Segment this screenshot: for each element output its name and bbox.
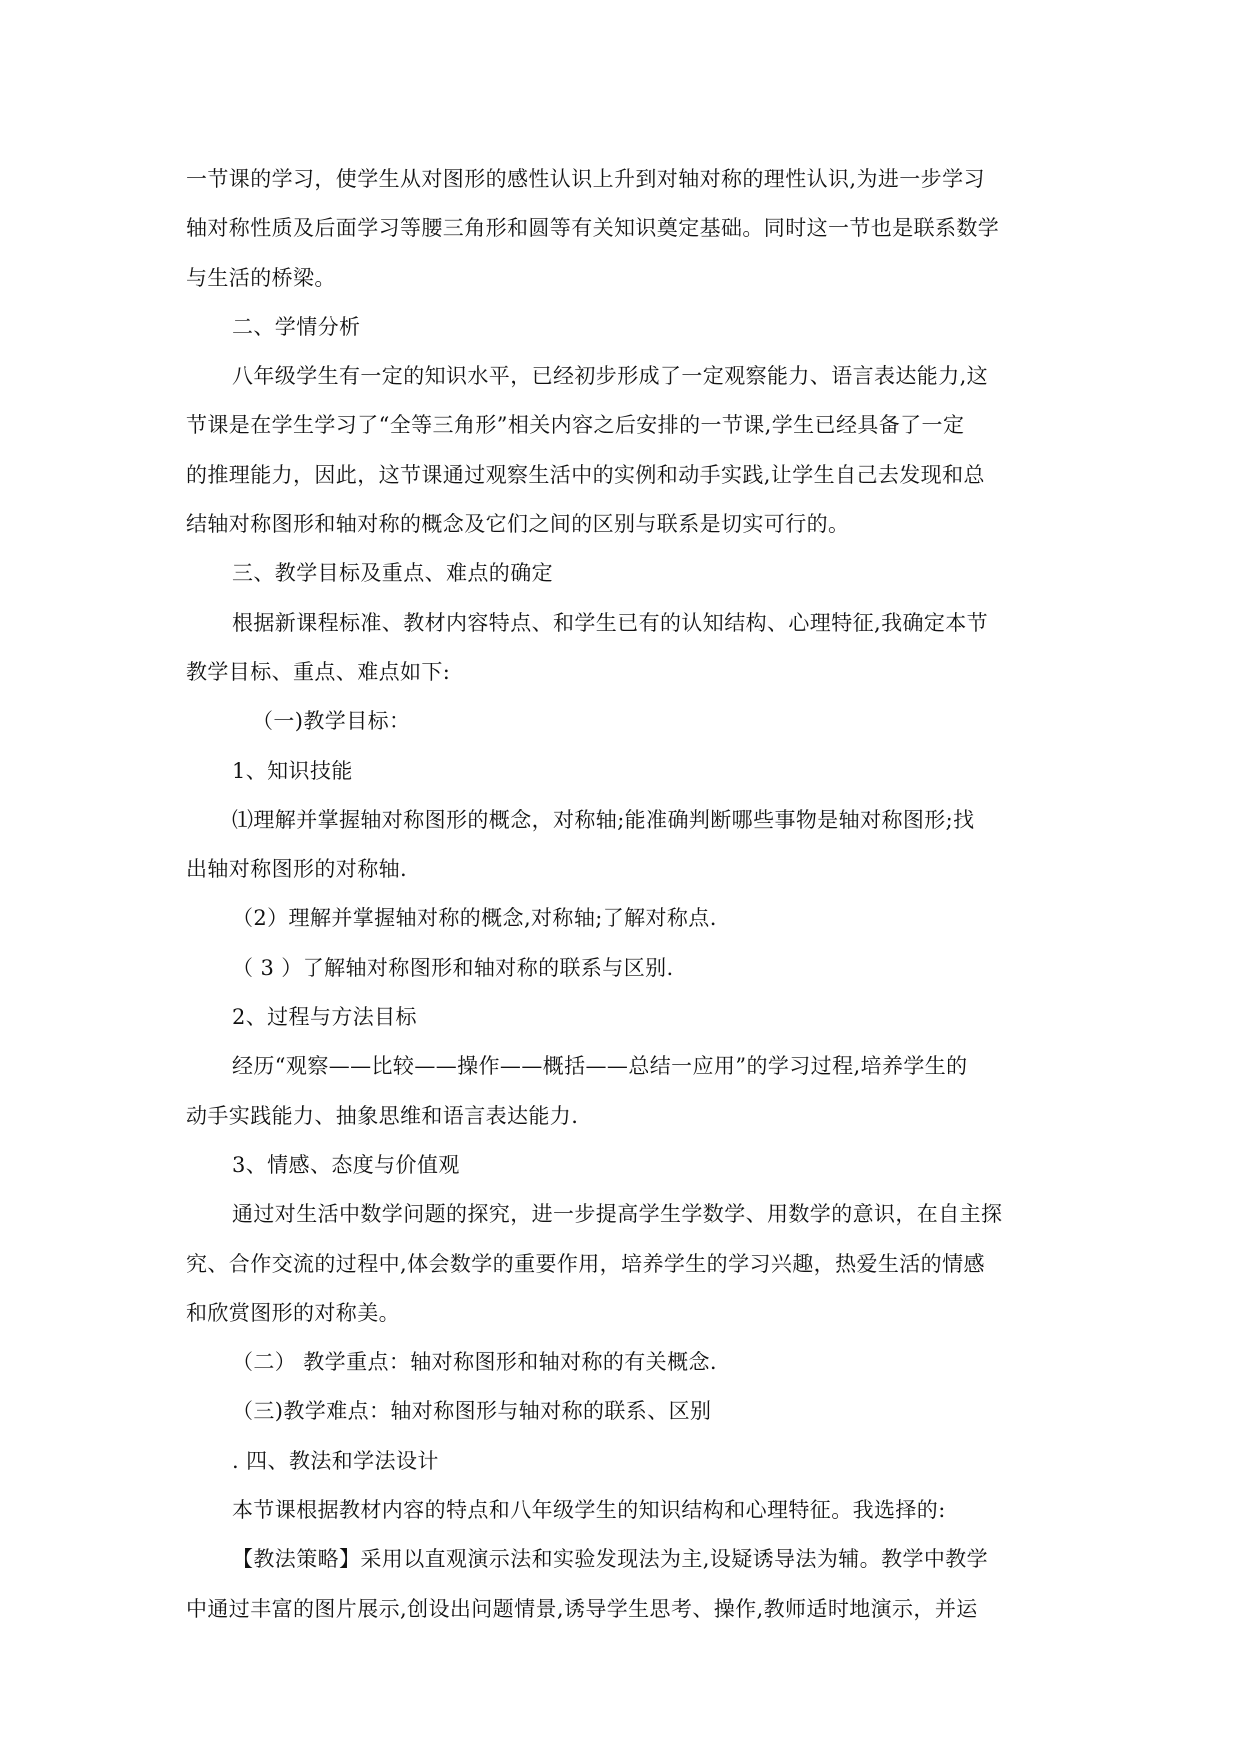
list-item: 出轴对称图形的对称轴. xyxy=(186,857,408,882)
paragraph-line: 本节课根据教材内容的特点和八年级学生的知识结构和心理特征。我选择的: xyxy=(232,1498,946,1523)
subsection-heading: （三)教学难点：轴对称图形与轴对称的联系、区别 xyxy=(232,1399,712,1424)
list-item: （ 3 ）了解轴对称图形和轴对称的联系与区别. xyxy=(232,955,674,980)
list-item: ⑴理解并掌握轴对称图形的概念，对称轴;能准确判断哪些事物是轴对称图形;找 xyxy=(232,807,975,832)
paragraph-line: 通过对生活中数学问题的探究，进一步提高学生学数学、用数学的意识，在自主探 xyxy=(232,1202,1003,1227)
document-body xyxy=(186,155,1056,1634)
section-heading: . 四、教法和学法设计 xyxy=(232,1448,439,1473)
paragraph-line: 轴对称性质及后面学习等腰三角形和圆等有关知识奠定基础。同时这一节也是联系数学 xyxy=(186,216,1000,241)
subsection-heading: （二） 教学重点：轴对称图形和轴对称的有关概念. xyxy=(232,1350,717,1375)
paragraph-line: 八年级学生有一定的知识水平，已经初步形成了一定观察能力、语言表达能力,这 xyxy=(232,364,989,389)
paragraph-line: 【教法策略】采用以直观演示法和实验发现法为主,设疑诱导法为辅。教学中教学 xyxy=(232,1547,989,1572)
paragraph-line: 一节课的学习，使学生从对图形的感性认识上升到对轴对称的理性认识,为进一步学习 xyxy=(186,167,985,191)
subsection-heading: 3、情感、态度与价值观 xyxy=(232,1152,460,1177)
paragraph-line: 与生活的桥梁。 xyxy=(186,265,336,290)
paragraph-line: 和欣赏图形的对称美。 xyxy=(186,1300,400,1325)
subsection-heading: 2、过程与方法目标 xyxy=(232,1005,417,1030)
paragraph-line: 节课是在学生学习了“全等三角形”相关内容之后安排的一节课,学生已经具备了一定 xyxy=(186,413,965,438)
subsection-heading: 1、知识技能 xyxy=(232,758,353,783)
paragraph-line: 教学目标、重点、难点如下: xyxy=(186,659,451,684)
paragraph-line: 究、合作交流的过程中,体会数学的重要作用，培养学生的学习兴趣，热爱生活的情感 xyxy=(186,1251,985,1276)
section-heading: 二、学情分析 xyxy=(232,314,361,339)
paragraph-line: 结轴对称图形和轴对称的概念及它们之间的区别与联系是切实可行的。 xyxy=(186,512,850,537)
paragraph-line: 经历“观察——比较——操作——概括——总结一应用”的学习过程,培养学生的 xyxy=(232,1054,968,1079)
section-heading: 三、教学目标及重点、难点的确定 xyxy=(232,561,553,586)
paragraph-line: 中通过丰富的图片展示,创设出问题情景,诱导学生思考、操作,教师适时地演示，并运 xyxy=(186,1596,978,1621)
subsection-heading: （一)教学目标： xyxy=(252,709,411,734)
paragraph-line: 动手实践能力、抽象思维和语言表达能力. xyxy=(186,1103,579,1128)
paragraph-line: 的推理能力，因此，这节课通过观察生活中的实例和动手实践,让学生自己去发现和总 xyxy=(186,462,985,487)
list-item: （2）理解并掌握轴对称的概念,对称轴;了解对称点. xyxy=(232,906,717,931)
paragraph-line: 根据新课程标准、教材内容特点、和学生已有的认知结构、心理特征,我确定本节 xyxy=(232,610,989,635)
